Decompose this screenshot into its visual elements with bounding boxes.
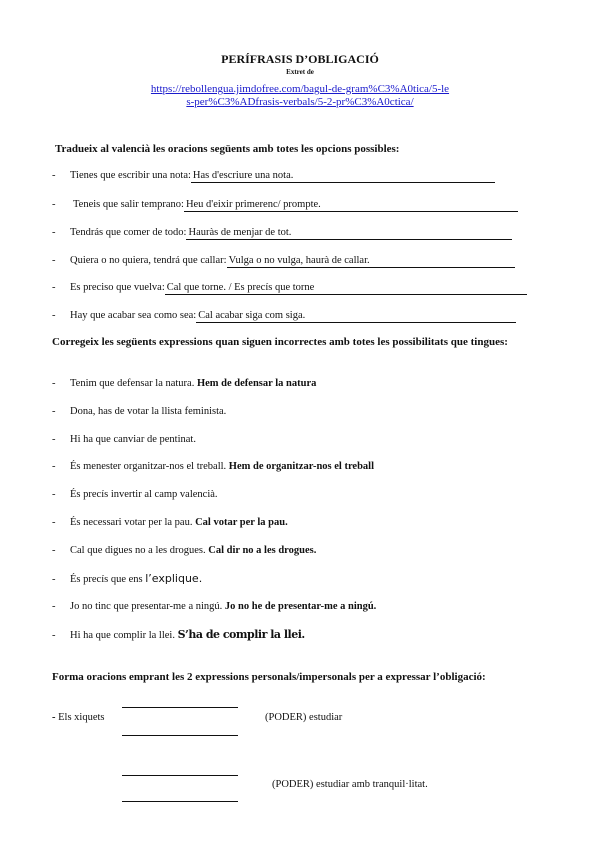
list-item: - Hay que acabar sea como sea:Cal acabar siga com siga. (52, 309, 516, 323)
answer-field[interactable]: Has d'escriure una nota. (191, 169, 495, 183)
list-item: - Tenim que defensar la natura. Hem de defensar la natura (52, 378, 317, 389)
list-item: - Cal que digues no a les drogues. Cal dir no a les drogues. (52, 545, 317, 556)
list-item: - Tendrás que comer de todo:Hauràs de menjar de tot. (52, 226, 512, 240)
source-link[interactable]: https://rebollengua.jimdofree.com/bagul-de-gram%C3%A0tica/5-les-per%C3%ADfrasis-verbals/5-2-pr%C3%A0ctica/ (150, 83, 450, 108)
row1-verb: (PODER) estudiar (265, 712, 343, 723)
answer-field[interactable]: Hauràs de menjar de tot. (186, 226, 512, 240)
row1-subject: - Els xiquets (52, 712, 105, 723)
list-item: - Tienes que escribir una nota:Has d'escriure una nota. (52, 169, 495, 183)
answer-field[interactable]: Cal acabar siga com siga. (196, 309, 516, 323)
list-item: - Dona, has de votar la llista feminista. (52, 406, 227, 417)
answer-field[interactable]: Cal que torne. / Es precís que torne (165, 281, 527, 295)
list-item: - És precís que ens l’explique. (52, 572, 203, 585)
source-label: Extret de (286, 68, 314, 76)
list-item: - És necessari votar per la pau. Cal votar per la pau. (52, 517, 288, 528)
section2-heading: Corregeix les següents expressions quan siguen incorrectes amb totes les possibilitats que tingues: (52, 336, 508, 348)
blank-line[interactable] (122, 775, 238, 776)
list-item: - Es preciso que vuelva:Cal que torne. / Es precís que torne (52, 281, 527, 295)
blank-line[interactable] (122, 801, 238, 802)
list-item: - Jo no tinc que presentar-me a ningú. Jo no he de presentar-me a ningú. (52, 601, 377, 612)
list-item: - Teneis que salir temprano:Heu d'eixir primerenc/ prompte. (52, 198, 518, 212)
list-item: - És menester organitzar-nos el treball. Hem de organitzar-nos el treball (52, 461, 375, 472)
section1-heading: Tradueix al valencià les oracions següents amb totes les opcions possibles: (55, 143, 400, 155)
page-title: PERÍFRASIS D’OBLIGACIÓ (221, 52, 379, 66)
section3-heading: Forma oracions emprant les 2 expressions personals/impersonals per a expressar l’obligació: (52, 671, 486, 683)
row2-verb: (PODER) estudiar amb tranquil·litat. (272, 779, 428, 790)
blank-line[interactable] (122, 735, 238, 736)
list-item: - Quiera o no quiera, tendrá que callar:Vulga o no vulga, haurà de callar. (52, 254, 515, 268)
list-item: - Hi ha que complir la llei. S’ha de complir la llei. (52, 628, 305, 641)
answer-field[interactable]: Vulga o no vulga, haurà de callar. (227, 254, 515, 268)
blank-line[interactable] (122, 707, 238, 708)
answer-field[interactable]: Heu d'eixir primerenc/ prompte. (184, 198, 518, 212)
list-item: - És precís invertir al camp valencià. (52, 489, 218, 500)
list-item: - Hi ha que canviar de pentinat. (52, 434, 196, 445)
